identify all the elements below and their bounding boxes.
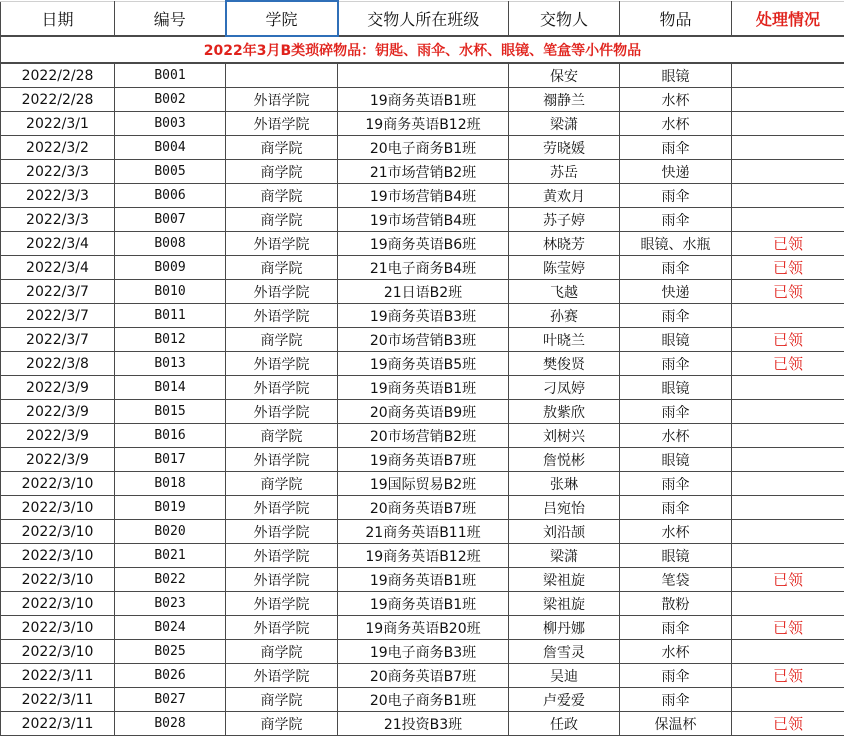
class-cell[interactable]: 20电子商务B1班	[338, 136, 509, 160]
college-cell[interactable]: 外语学院	[226, 544, 338, 568]
table-row	[1, 208, 844, 232]
banner-row	[1, 36, 844, 63]
status-cell[interactable]	[732, 424, 844, 448]
table-row	[1, 376, 844, 400]
date-cell[interactable]: 2022/2/28	[1, 88, 115, 112]
date-cell[interactable]: 2022/3/9	[1, 400, 115, 424]
college-cell[interactable]: 外语学院	[226, 592, 338, 616]
status-cell[interactable]: 已领	[732, 232, 844, 256]
code-cell[interactable]: B007	[115, 208, 226, 232]
table-row	[1, 304, 844, 328]
table-row	[1, 472, 844, 496]
class-cell[interactable]: 21投资B3班	[338, 712, 509, 736]
submitter-cell[interactable]: 孙赛	[509, 304, 620, 328]
college-cell[interactable]: 外语学院	[226, 376, 338, 400]
table-row	[1, 63, 844, 88]
status-cell[interactable]	[732, 688, 844, 712]
submitter-cell[interactable]: 张琳	[509, 472, 620, 496]
item-cell[interactable]: 雨伞	[620, 184, 732, 208]
item-cell[interactable]: 散粉	[620, 592, 732, 616]
class-cell[interactable]: 19国际贸易B2班	[338, 472, 509, 496]
item-cell[interactable]: 快递	[620, 280, 732, 304]
header-status[interactable]: 处理情况	[732, 1, 844, 36]
item-cell[interactable]: 快递	[620, 160, 732, 184]
status-cell[interactable]	[732, 472, 844, 496]
class-cell[interactable]: 19电子商务B3班	[338, 640, 509, 664]
header-code[interactable]: 编号	[115, 1, 226, 36]
item-cell[interactable]: 雨伞	[620, 496, 732, 520]
header-item[interactable]: 物品	[620, 1, 732, 36]
table-row	[1, 544, 844, 568]
submitter-cell[interactable]: 樊俊贤	[509, 352, 620, 376]
table-row	[1, 568, 844, 592]
class-cell[interactable]: 20市场营销B2班	[338, 424, 509, 448]
item-cell[interactable]: 雨伞	[620, 352, 732, 376]
submitter-cell[interactable]: 刘沿颉	[509, 520, 620, 544]
code-cell[interactable]: B010	[115, 280, 226, 304]
item-cell[interactable]: 保温杯	[620, 712, 732, 736]
submitter-cell[interactable]: 苏子婷	[509, 208, 620, 232]
class-cell[interactable]: 19商务英语B3班	[338, 304, 509, 328]
table-row	[1, 640, 844, 664]
date-cell[interactable]: 2022/3/1	[1, 112, 115, 136]
code-cell[interactable]: B011	[115, 304, 226, 328]
date-cell[interactable]: 2022/3/7	[1, 328, 115, 352]
status-cell[interactable]	[732, 304, 844, 328]
code-cell[interactable]: B006	[115, 184, 226, 208]
class-cell[interactable]: 20电子商务B1班	[338, 688, 509, 712]
class-cell[interactable]: 19商务英语B1班	[338, 376, 509, 400]
date-cell[interactable]: 2022/3/10	[1, 496, 115, 520]
status-cell[interactable]	[732, 592, 844, 616]
item-cell[interactable]: 笔袋	[620, 568, 732, 592]
code-cell[interactable]: B005	[115, 160, 226, 184]
item-cell[interactable]: 雨伞	[620, 400, 732, 424]
date-cell[interactable]: 2022/3/10	[1, 520, 115, 544]
date-cell[interactable]: 2022/3/8	[1, 352, 115, 376]
code-cell[interactable]: B017	[115, 448, 226, 472]
college-cell[interactable]: 商学院	[226, 424, 338, 448]
college-cell[interactable]: 商学院	[226, 160, 338, 184]
college-cell[interactable]: 商学院	[226, 208, 338, 232]
item-cell[interactable]: 雨伞	[620, 688, 732, 712]
code-cell[interactable]: B013	[115, 352, 226, 376]
table-row	[1, 136, 844, 160]
date-cell[interactable]: 2022/3/10	[1, 592, 115, 616]
class-cell[interactable]: 19商务英语B1班	[338, 568, 509, 592]
class-cell[interactable]: 20商务英语B7班	[338, 496, 509, 520]
college-cell[interactable]: 商学院	[226, 712, 338, 736]
submitter-cell[interactable]: 林晓芳	[509, 232, 620, 256]
college-cell[interactable]: 外语学院	[226, 664, 338, 688]
status-cell[interactable]	[732, 376, 844, 400]
item-cell[interactable]: 雨伞	[620, 256, 732, 280]
submitter-cell[interactable]: 黄欢月	[509, 184, 620, 208]
table-row	[1, 88, 844, 112]
college-cell[interactable]: 外语学院	[226, 112, 338, 136]
table-row	[1, 712, 844, 736]
class-cell[interactable]: 19商务英语B20班	[338, 616, 509, 640]
college-cell[interactable]: 商学院	[226, 640, 338, 664]
submitter-cell[interactable]: 保安	[509, 63, 620, 88]
code-cell[interactable]: B027	[115, 688, 226, 712]
table-row	[1, 592, 844, 616]
submitter-cell[interactable]: 刘树兴	[509, 424, 620, 448]
item-cell[interactable]: 眼镜	[620, 544, 732, 568]
college-cell[interactable]: 外语学院	[226, 232, 338, 256]
submitter-cell[interactable]: 梁潇	[509, 112, 620, 136]
date-cell[interactable]: 2022/3/3	[1, 184, 115, 208]
item-cell[interactable]: 雨伞	[620, 208, 732, 232]
header-date[interactable]: 日期	[1, 1, 115, 36]
class-cell[interactable]: 19市场营销B4班	[338, 208, 509, 232]
code-cell[interactable]: B002	[115, 88, 226, 112]
date-cell[interactable]: 2022/3/10	[1, 568, 115, 592]
class-cell[interactable]: 19商务英语B12班	[338, 112, 509, 136]
status-cell[interactable]	[732, 88, 844, 112]
table-row	[1, 400, 844, 424]
date-cell[interactable]: 2022/3/11	[1, 712, 115, 736]
college-cell[interactable]: 外语学院	[226, 568, 338, 592]
item-cell[interactable]: 水杯	[620, 640, 732, 664]
table-row	[1, 496, 844, 520]
header-class[interactable]: 交物人所在班级	[338, 1, 509, 36]
status-cell[interactable]: 已领	[732, 568, 844, 592]
status-cell[interactable]	[732, 136, 844, 160]
class-cell[interactable]: 21商务英语B11班	[338, 520, 509, 544]
date-cell[interactable]: 2022/3/2	[1, 136, 115, 160]
table-row	[1, 448, 844, 472]
status-cell[interactable]	[732, 63, 844, 88]
submitter-cell[interactable]: 梁潇	[509, 544, 620, 568]
college-cell[interactable]: 外语学院	[226, 616, 338, 640]
item-cell[interactable]: 雨伞	[620, 304, 732, 328]
date-cell[interactable]: 2022/3/10	[1, 472, 115, 496]
date-cell[interactable]: 2022/3/4	[1, 256, 115, 280]
date-cell[interactable]: 2022/3/7	[1, 304, 115, 328]
status-cell[interactable]: 已领	[732, 328, 844, 352]
class-cell[interactable]: 20市场营销B3班	[338, 328, 509, 352]
submitter-cell[interactable]: 敖紫欣	[509, 400, 620, 424]
class-cell[interactable]: 20商务英语B7班	[338, 664, 509, 688]
table-row	[1, 112, 844, 136]
date-cell[interactable]: 2022/3/3	[1, 208, 115, 232]
code-cell[interactable]: B023	[115, 592, 226, 616]
class-cell[interactable]: 21电子商务B4班	[338, 256, 509, 280]
table-row	[1, 424, 844, 448]
status-cell[interactable]: 已领	[732, 616, 844, 640]
table-body	[1, 36, 844, 736]
college-cell[interactable]: 商学院	[226, 136, 338, 160]
date-cell[interactable]: 2022/3/4	[1, 232, 115, 256]
college-cell[interactable]: 外语学院	[226, 352, 338, 376]
date-cell[interactable]: 2022/3/10	[1, 640, 115, 664]
date-cell[interactable]: 2022/3/7	[1, 280, 115, 304]
status-cell[interactable]	[732, 496, 844, 520]
code-cell[interactable]: B009	[115, 256, 226, 280]
item-cell[interactable]: 雨伞	[620, 616, 732, 640]
code-cell[interactable]: B026	[115, 664, 226, 688]
code-cell[interactable]: B014	[115, 376, 226, 400]
college-cell[interactable]: 商学院	[226, 472, 338, 496]
submitter-cell[interactable]: 飞越	[509, 280, 620, 304]
table-row	[1, 352, 844, 376]
submitter-cell[interactable]: 詹雪灵	[509, 640, 620, 664]
item-cell[interactable]: 水杯	[620, 424, 732, 448]
code-cell[interactable]: B025	[115, 640, 226, 664]
submitter-cell[interactable]: 梁祖旋	[509, 568, 620, 592]
item-cell[interactable]: 雨伞	[620, 472, 732, 496]
class-cell[interactable]: 19商务英语B5班	[338, 352, 509, 376]
college-cell[interactable]: 外语学院	[226, 496, 338, 520]
submitter-cell[interactable]: 劳晓媛	[509, 136, 620, 160]
item-cell[interactable]: 水杯	[620, 112, 732, 136]
class-cell[interactable]: 21日语B2班	[338, 280, 509, 304]
submitter-cell[interactable]: 叶晓兰	[509, 328, 620, 352]
status-cell[interactable]	[732, 640, 844, 664]
code-cell[interactable]: B012	[115, 328, 226, 352]
submitter-cell[interactable]: 卢爱爱	[509, 688, 620, 712]
code-cell[interactable]: B028	[115, 712, 226, 736]
college-cell[interactable]: 商学院	[226, 688, 338, 712]
college-cell[interactable]: 外语学院	[226, 304, 338, 328]
code-cell[interactable]: B008	[115, 232, 226, 256]
class-cell[interactable]: 19商务英语B12班	[338, 544, 509, 568]
item-cell[interactable]: 雨伞	[620, 664, 732, 688]
header-row	[1, 1, 844, 36]
class-cell[interactable]: 19市场营销B4班	[338, 184, 509, 208]
code-cell[interactable]: B024	[115, 616, 226, 640]
date-cell[interactable]: 2022/3/3	[1, 160, 115, 184]
submitter-cell[interactable]: 任政	[509, 712, 620, 736]
status-cell[interactable]	[732, 208, 844, 232]
table-row	[1, 664, 844, 688]
submitter-cell[interactable]: 陈莹婷	[509, 256, 620, 280]
code-cell[interactable]: B015	[115, 400, 226, 424]
submitter-cell[interactable]: 吕宛怡	[509, 496, 620, 520]
status-cell[interactable]: 已领	[732, 256, 844, 280]
date-cell[interactable]: 2022/3/10	[1, 616, 115, 640]
class-cell[interactable]: 19商务英语B7班	[338, 448, 509, 472]
item-cell[interactable]: 眼镜	[620, 328, 732, 352]
status-cell[interactable]: 已领	[732, 352, 844, 376]
item-cell[interactable]: 水杯	[620, 88, 732, 112]
class-cell[interactable]: 19商务英语B1班	[338, 592, 509, 616]
submitter-cell[interactable]: 梁祖旋	[509, 592, 620, 616]
header-submitter[interactable]: 交物人	[509, 1, 620, 36]
table-row	[1, 616, 844, 640]
date-cell[interactable]: 2022/2/28	[1, 63, 115, 88]
submitter-cell[interactable]: 詹悦彬	[509, 448, 620, 472]
status-cell[interactable]: 已领	[732, 664, 844, 688]
code-cell[interactable]: B001	[115, 63, 226, 88]
table-row	[1, 256, 844, 280]
item-cell[interactable]: 水杯	[620, 520, 732, 544]
status-cell[interactable]	[732, 184, 844, 208]
college-cell[interactable]: 外语学院	[226, 280, 338, 304]
item-cell[interactable]: 眼镜	[620, 376, 732, 400]
status-cell[interactable]	[732, 400, 844, 424]
code-cell[interactable]: B018	[115, 472, 226, 496]
class-cell[interactable]: 21市场营销B2班	[338, 160, 509, 184]
status-cell[interactable]	[732, 520, 844, 544]
status-cell[interactable]: 已领	[732, 712, 844, 736]
code-cell[interactable]: B022	[115, 568, 226, 592]
item-cell[interactable]: 雨伞	[620, 136, 732, 160]
college-cell[interactable]: 外语学院	[226, 448, 338, 472]
code-cell[interactable]: B021	[115, 544, 226, 568]
table-row	[1, 184, 844, 208]
college-cell[interactable]: 商学院	[226, 328, 338, 352]
date-cell[interactable]: 2022/3/11	[1, 664, 115, 688]
code-cell[interactable]: B019	[115, 496, 226, 520]
submitter-cell[interactable]: 禤静兰	[509, 88, 620, 112]
date-cell[interactable]: 2022/3/9	[1, 376, 115, 400]
college-cell[interactable]: 商学院	[226, 256, 338, 280]
college-cell[interactable]: 外语学院	[226, 88, 338, 112]
status-cell[interactable]	[732, 112, 844, 136]
code-cell[interactable]: B016	[115, 424, 226, 448]
class-cell[interactable]: 20商务英语B9班	[338, 400, 509, 424]
submitter-cell[interactable]: 柳丹娜	[509, 616, 620, 640]
date-cell[interactable]: 2022/3/9	[1, 448, 115, 472]
status-cell[interactable]	[732, 544, 844, 568]
status-cell[interactable]	[732, 160, 844, 184]
table-row	[1, 232, 844, 256]
code-cell[interactable]: B004	[115, 136, 226, 160]
date-cell[interactable]: 2022/3/10	[1, 544, 115, 568]
table-row	[1, 160, 844, 184]
code-cell[interactable]: B003	[115, 112, 226, 136]
submitter-cell[interactable]: 刁凤婷	[509, 376, 620, 400]
item-cell[interactable]: 眼镜、水瓶	[620, 232, 732, 256]
item-cell[interactable]: 眼镜	[620, 448, 732, 472]
item-cell[interactable]: 眼镜	[620, 63, 732, 88]
category-banner[interactable]: 2022年3月B类琐碎物品：钥匙、雨伞、水杯、眼镜、笔盒等小件物品	[1, 36, 844, 63]
status-cell[interactable]: 已领	[732, 280, 844, 304]
status-cell[interactable]	[732, 448, 844, 472]
college-cell[interactable]: 外语学院	[226, 400, 338, 424]
table-row	[1, 280, 844, 304]
submitter-cell[interactable]: 苏岳	[509, 160, 620, 184]
table-row	[1, 520, 844, 544]
date-cell[interactable]: 2022/3/11	[1, 688, 115, 712]
class-cell[interactable]: 19商务英语B6班	[338, 232, 509, 256]
table-row	[1, 688, 844, 712]
submitter-cell[interactable]: 吴迪	[509, 664, 620, 688]
college-cell[interactable]: 外语学院	[226, 520, 338, 544]
table-row	[1, 328, 844, 352]
college-cell[interactable]	[226, 63, 338, 88]
code-cell[interactable]: B020	[115, 520, 226, 544]
class-cell[interactable]: 19商务英语B1班	[338, 88, 509, 112]
date-cell[interactable]: 2022/3/9	[1, 424, 115, 448]
header-college[interactable]: 学院	[226, 1, 338, 36]
college-cell[interactable]: 商学院	[226, 184, 338, 208]
class-cell[interactable]	[338, 63, 509, 88]
